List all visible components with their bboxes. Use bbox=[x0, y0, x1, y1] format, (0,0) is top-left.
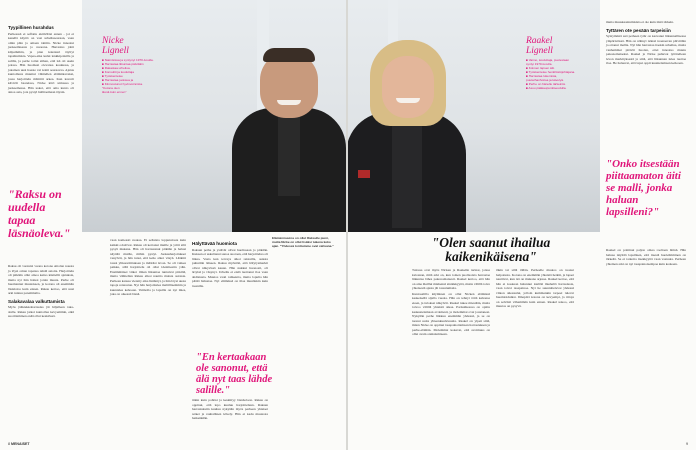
left-col-2 bbox=[110, 238, 186, 298]
section-heading: Salakavalaa valkuttamista bbox=[8, 298, 65, 304]
fact-line: läsnä kuin ennen" bbox=[102, 90, 127, 94]
left-col-1 bbox=[8, 22, 74, 96]
section-heading: Tyttären ote pesään tarpeisiin bbox=[606, 27, 671, 33]
face bbox=[382, 56, 434, 118]
nicke-facts bbox=[102, 58, 168, 94]
nicke-photo bbox=[82, 0, 346, 232]
fact-line: ■ Rakastaa urheilua, bbox=[102, 66, 131, 70]
body-text: tiikin kuin pohtisi ja keskittyy läsnäoloon. Raksu on oppinut, että lepo kuuluu harjoitteluun. Raksun harrastuksiin kuuluu nykyään myös perheen yhteiset retket ja rauhallinen kävely. Hän ei kadu muutosta hetkeäkään. bbox=[192, 398, 268, 420]
body-text: Raksu oli vuotuisi vuona kotona Aitolan nousta ja löysi oman tapansa tehdä asioita. Harjoittelu oli pitkään ollut ainoa keino käsitellä ajatuksia, mutta nyt hän halusi jotain muuta. Perhe oli huomannut muutoksen, ja kotona oli enemmän läsnäoloa kuin ennen. Raksu kertoo, että uusi arki tuntuu paremmalta. bbox=[8, 264, 74, 295]
jacket-zip bbox=[278, 116, 300, 196]
right-col-c bbox=[606, 20, 686, 67]
main-title: "Olen saanut ihailua kaikenikäisena" bbox=[431, 235, 551, 264]
fact-line: ■ Harrastaa lukemista, bbox=[526, 74, 558, 78]
right-col-c2 bbox=[606, 248, 686, 267]
body-text: täkin tai sillä tällän. Perheelle muutos on tuonut helpotusta. Kotona on enemmän yhteisiä hetkiä, ja lapset nauttivat, kun isä on mukana arjessa. Raakel kertoo, että hän ei koskaan halunnut kieltää mieheltä harrastusta, vaan toivoi tasapainoa. Nyt he suunnittelevat yhdessä viikon aikataulut, jolloin kummankin tarpeet tulevat huomioiduiksi. Ilmapiiri kotona on kevyempi, ja riitoja on selvästi vähemmän kuin ennen. Raakel uskoo, että muutos on pysyvä. bbox=[496, 268, 574, 308]
right-col-b bbox=[496, 268, 574, 310]
section-heading: Tyypillinen hurahdus bbox=[8, 25, 54, 30]
body-text: vaan komeasti ruokaa. Ei sellaista lopputulosta kuin kaikki odottivat. Raksu oli kertonut muille ja yritti silti pysyä mukana. Hän oli harrastanut pitkään ja halusi näyttää muille, mihin pystyi. Juoksuharjoitukset venyivät, ja hän tunsi, että keho alkoi väsyä. Lääkäri totesi ylikuormituksen ja määräsi levon. Se oli vaikea paikka, sillä harjoittelu oli ollut identiteetin ydin. Ensimmäiset viikot ilman liikuntaa tuntuivat pitkiltä, mutta vähitellen Raksu alkoi nauttia muista asioista. Perheen kanssa vietetty aika lisääntyi, ja hän löysi uusia tapoja rentoutua. Nyt hän harjoittelee maltillisemmin ja kuuntelee kehoaan. Vaimolla ja lapsilla on nyt mies, joka on oikeasti läsnä. bbox=[110, 238, 186, 296]
last-name: Lignell bbox=[102, 46, 129, 56]
fact-line: ■ Asuu pääkaupunkiseudulla. bbox=[526, 86, 567, 90]
left-footer bbox=[8, 442, 30, 446]
fact-line: ■ Harrastaa liikuntaa päivittäin bbox=[102, 62, 144, 66]
fact-line: puutarhanhoitoa ja kävelyä. bbox=[526, 78, 564, 82]
pull-quote: "Raksu on uudella tapaa läsnäoleva." bbox=[8, 187, 71, 240]
body-text: Perheessä ei seflattu aktiiviläsi ennen - joi ei kenellä käyttö on vast urheiluseuraan, vaan omin päin ja omaan tahtiin. Nicke innostui juoksemisesta jo nuorena. Harrastus johti kilpailuihin, ja pian kalenteri täyttyi tapahtumista. Vapaa-aika kului lenkkipoluilla ja salilla, ja perhe tottui siihen, että isä oli usein poissa. Hän huomasi olevansa koukussa, ja jokainen uusi haaste vei kohti seuraavaa. Ajatus kuntoilusta muuttui vähitellen elämäntavaksi, jossa harjoittelu määritti arkea. Kun kaverit kävivät baareissa, Nicke kävi uimassa ja juoksemassa. Hän uskoi, että oma kunto oli ainoa asia, jota pystyi hallitsemaan täysin. bbox=[8, 31, 74, 95]
right-page bbox=[348, 0, 696, 450]
fact-line: ■ Työskentelee henkilöstöjohtajana. bbox=[526, 70, 576, 74]
left-page bbox=[0, 0, 346, 450]
body-text: mutta muuskaantumisista ei ole kuin tästä tärkein. bbox=[606, 20, 674, 24]
raakel-photo bbox=[348, 0, 600, 232]
fact-line: syntyi 1970-luvulla. bbox=[526, 62, 553, 66]
body-text: Kuntosalilla käyminen on ollut Nicken elämässä keskeisellä sijalla vuosia. Hän on tehnyt töitä kehonsa eteen, ja tulokset näkyivät. Raakel tukee miestään, mutta toivoo välillä yhteistä aikaa. Parisuhteessa on opittu keskustelemaan avoimesti, ja molemmat ovat joustaneet. Nykyään perhe liikkuu enemmän yhdessä, ja se on tuonut uutta yhteenkuuluvuutta. Raakel on ylpeä siitä, miten Nicke on oppinut tasapainottamaan harrastuksen ja perhe-elämän. Molemmat kokevat, että avoimuus on ollut avain onnistumiseen. bbox=[412, 291, 490, 336]
hair bbox=[263, 48, 315, 62]
magazine-name: MENAISET bbox=[11, 442, 30, 446]
left-col-1b bbox=[8, 264, 74, 320]
fact-line: ■ Naimisissa ja syntynyt 1970-luvulla. bbox=[102, 58, 154, 62]
body-text: Raksun perhe ja ystävät olivat huolissaan jo pitkään. Kukaan ei uskaltanut sanoa suoraan, että harjoittelua oli liikaa. Vasta kun terveys alkoi reistailla, asiasta puhuttiin ääneen. Raksu myöntää, että hälytysmerkit olivat näkyvissä kauan. Hän nukkui huonosti, oli ärtyisä ja väsynyt. Urheilu ei enää tuottanut iloa vaan ahdistusta. Muutos vaati rohkeutta, mutta lopulta hän päätti hidastaa. Nyt elämässä on tilaa muullekin kuin treenille. bbox=[192, 247, 268, 288]
fact-line: ■ Työskentelee bbox=[102, 74, 123, 78]
last-name: Lignell bbox=[526, 46, 553, 56]
left-col-3b bbox=[192, 398, 268, 422]
fact-line: "Kotona olen bbox=[102, 86, 120, 90]
fact-line: ■ Harrastaa juoksua ja bbox=[102, 78, 134, 82]
right-footer bbox=[686, 442, 688, 446]
intro-text: Tulossa ovat myös Nicken ja Raakelin tarinat, joissa kuvataan, mitä arki on, kun toinen puolisoista harrastaa liikuntaa lähes pakonomaisesti. Raakel kertoo, että hän on aina ihaillut miehensä sinnikkyyttä, mutta välillä toive yhteisestä ajasta jäi toteutumatta. bbox=[412, 268, 490, 290]
body-text: Raakel on pohtinut paljon omaa rooliaan äitinä. Hän haluaa näyttää lapsilleen, että itsestä huolehtiminen on tärkeää. Se ei tarkoita itsekkyyttä vaan vastuuta. Perheen yhteinen arki on nyt tasapainoisempaa kuin koskaan. bbox=[606, 248, 686, 266]
body-text: Syntymästä asti perheen tytär on kasvanut liikunnallisessa ympäristössä. Hän on nähnyt isänsä treenaavan päivittäin ja ottanut mallia. Nyt hän harrastaa itsekin urheilua, mutta vanhemmat pitävät huolen, ettei innostus muutu pakonomaiseksi. Raakel ja Nicke puhuvat tyttärelleen levon merkityksestä ja siitä, että liikunnan tulee tuottaa iloa. He haluavat, että lapsi oppii kuuntelemaan kehoaan. bbox=[606, 34, 686, 66]
fact-line: ■ Kolmen lapsen äiti. bbox=[526, 66, 555, 70]
smile bbox=[396, 98, 420, 103]
section-heading: Hälyttävää huomiota bbox=[192, 241, 237, 246]
fact-line: ■ Konsultti ja kouluttaja bbox=[102, 70, 134, 74]
raakel-facts bbox=[526, 58, 596, 90]
body-text: Myös jääkiekkoharrastus jäi hiljalleen taka-alalle. Raksu jatkoi kuntoilua kevyemmin, eikä suorittaminen enää ollut keskiössä. bbox=[8, 305, 74, 319]
page-number: 8 bbox=[8, 442, 10, 446]
first-name: Nicke bbox=[102, 36, 124, 46]
fact-line: ■ Perhe on hänelle tärkeintä. bbox=[526, 82, 566, 86]
pull-quote-2: "En kertaakaan ole sanonut, että älä nyt taas lähde salille." bbox=[196, 352, 273, 396]
jacket-logo bbox=[358, 170, 370, 178]
raakel-name bbox=[526, 36, 553, 56]
right-col-a bbox=[412, 268, 490, 338]
smile bbox=[277, 100, 301, 105]
first-name: Raakel bbox=[526, 36, 553, 46]
jacket-zip bbox=[392, 118, 422, 228]
pull-quote-3: "Onko itsestään piittaamaton äiti se malli, jonka haluan lapsilleni?" bbox=[606, 158, 681, 218]
fact-line: ■ Kiinnostunut hyvinvoinnista. bbox=[102, 82, 143, 86]
nicke-name bbox=[102, 36, 129, 56]
fact-line: ■ Vaimo, kouluttaja, puolestaan bbox=[526, 58, 570, 62]
photo-caption: Elämänmuutos on ollut Raksulle pieni, mutta Nicke on ollut lisäksi tukena koko ajan. "Yhdessä tonttumme ovat vahvana." bbox=[272, 236, 334, 248]
left-col-3 bbox=[192, 238, 268, 289]
page-number: 9 bbox=[686, 442, 688, 446]
